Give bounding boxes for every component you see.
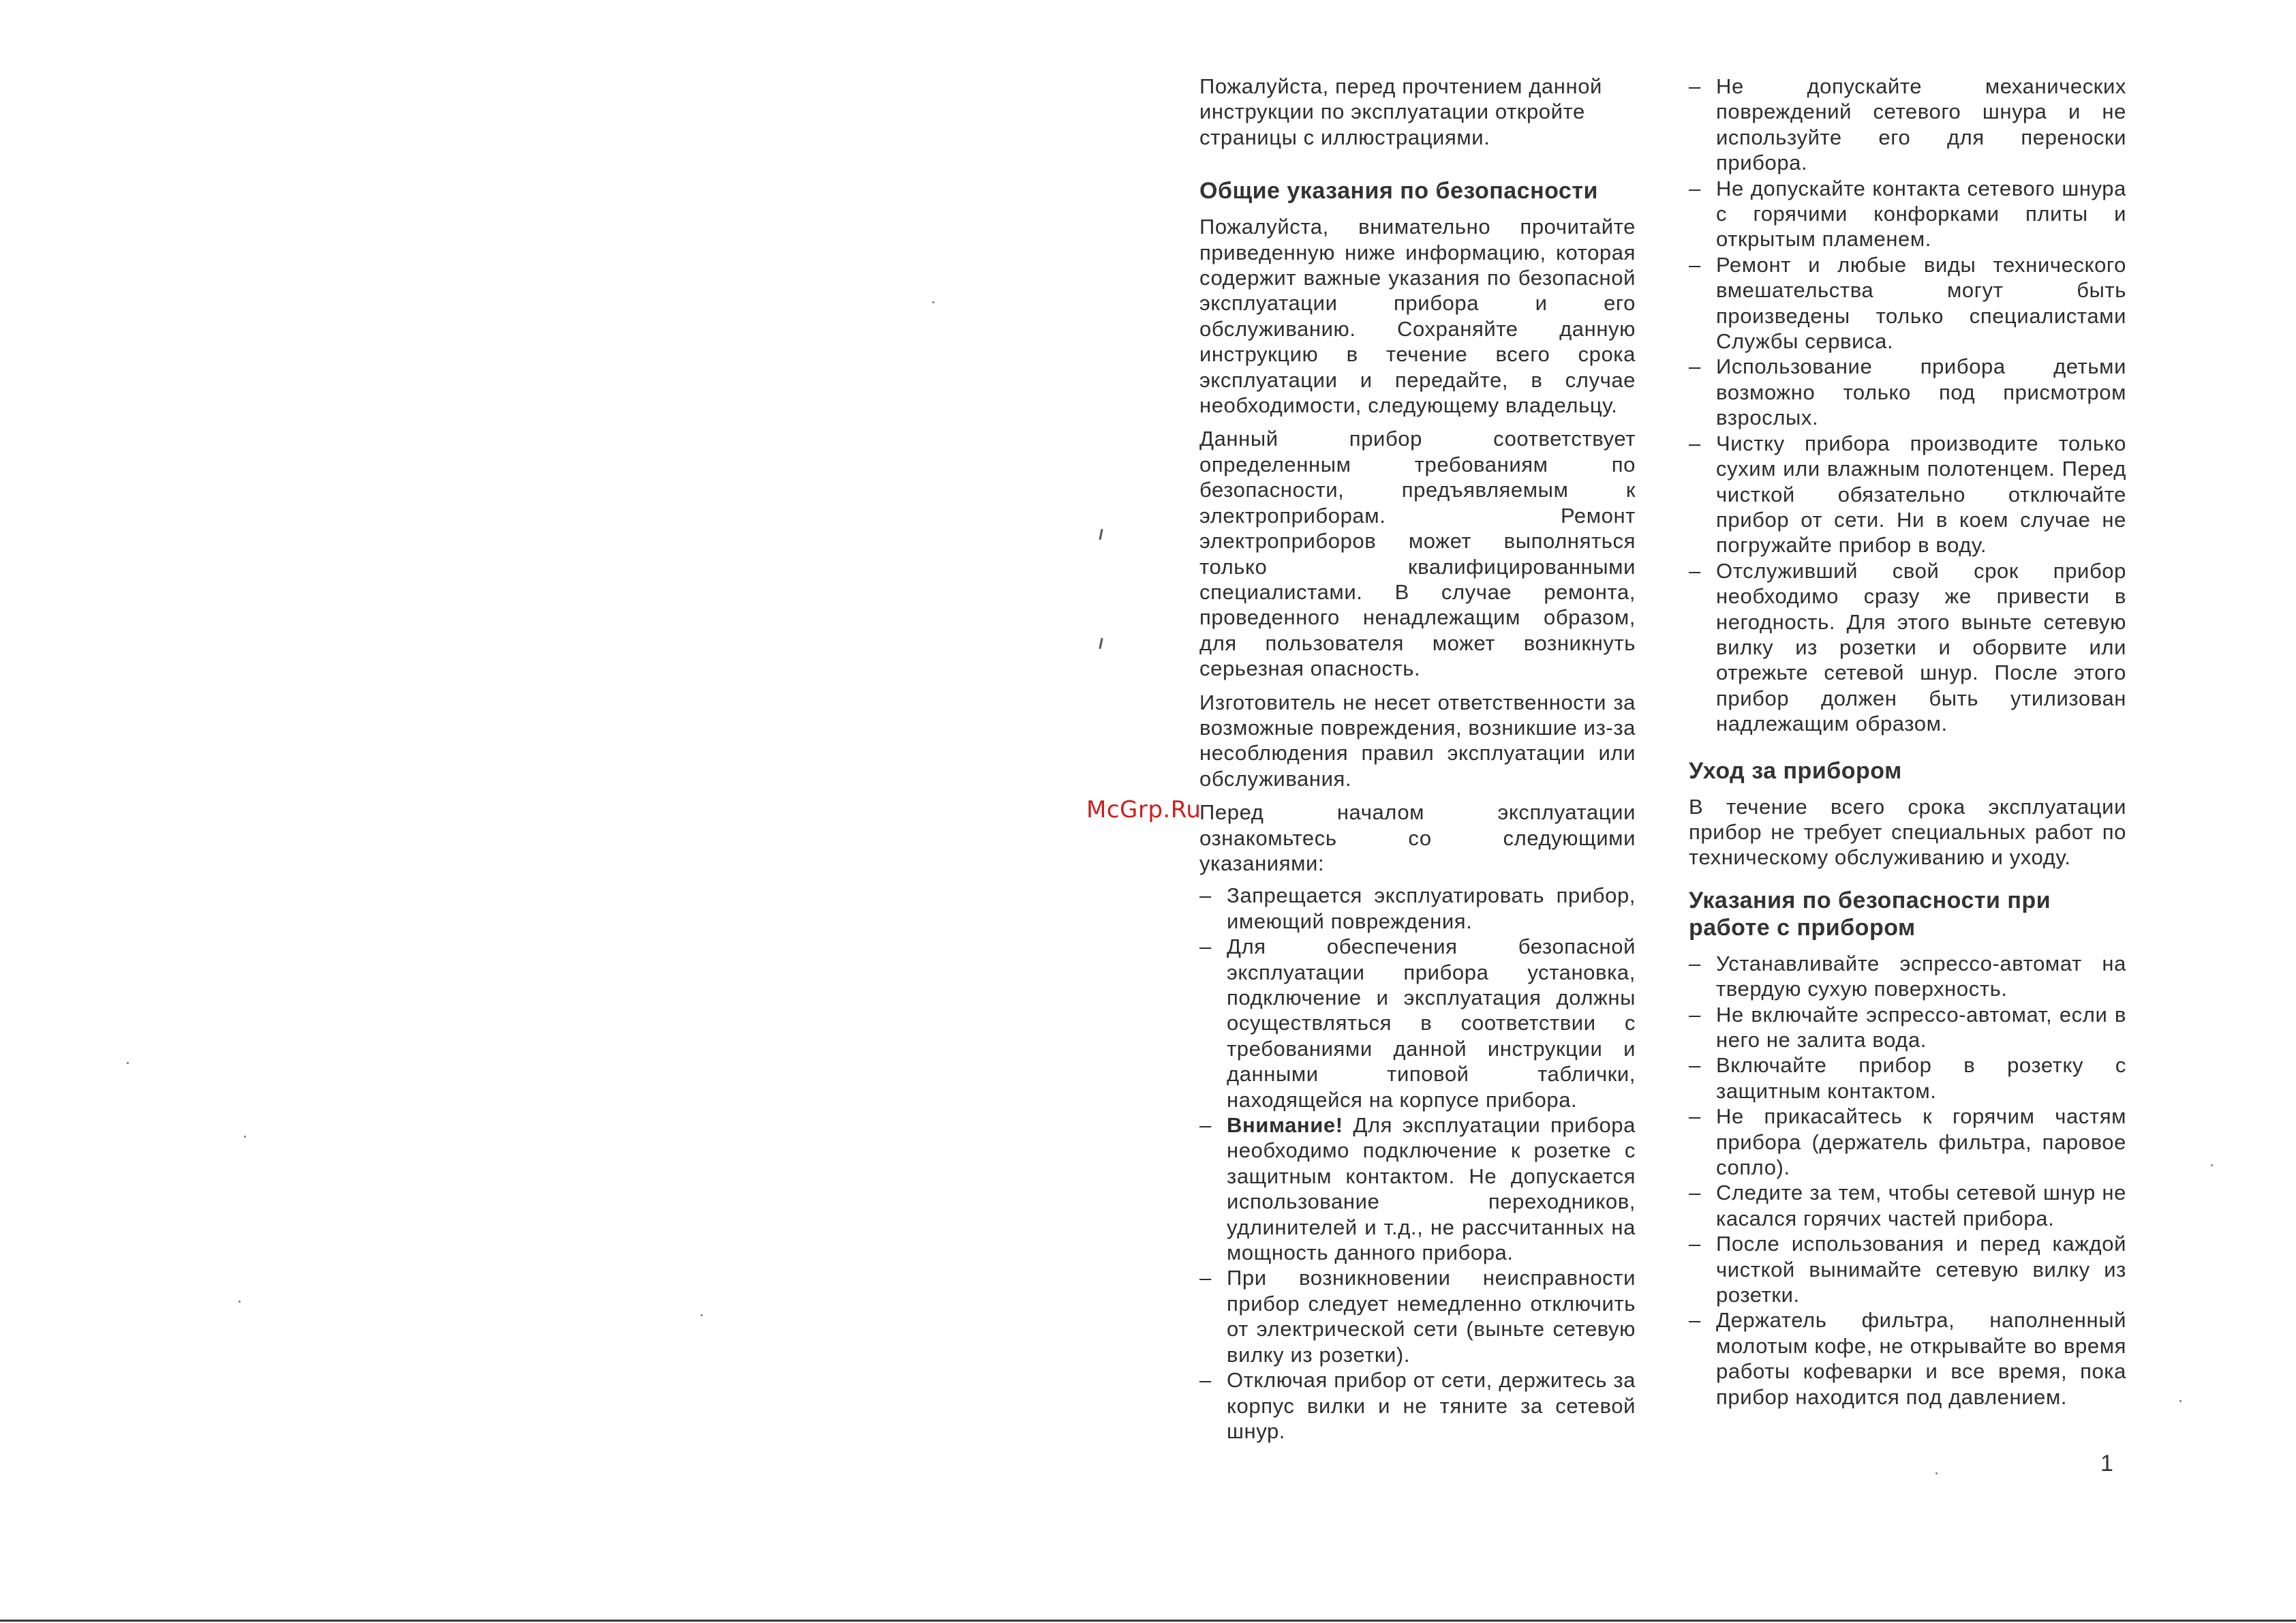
list-item: – Для обеспечения безопасной эксплуатации прибора установка, подключение и эксплуатация должны осуществляться в соответствии с требованиями данной инструкции и данными типовой таблички, находящейся на корпусе прибора. xyxy=(1199,934,1636,1112)
watermark: McGrp.Ru xyxy=(1086,796,1201,823)
paragraph: Перед началом эксплуатации ознакомьтесь со следующими указаниями: xyxy=(1199,800,1636,875)
paragraph: Данный прибор соответствует определенным требованиям по безопасности, предъявляемым к электроприборам. Ремонт электроприборов может выполняться только квалифицированными специалистами. В случае ремонта, проведенного ненадлежащим образом, для пользователя может возникнуть серьезная опасность. xyxy=(1199,427,1636,681)
left-column xyxy=(1199,74,1636,1444)
operating-safety-heading: Указания по безопасности при работе с прибором xyxy=(1689,887,2051,941)
list-item: – Отслуживший свой срок прибор необходимо сразу же привести в негодность. Для этого выньте сетевую вилку из розетки и оборвите или отрежьте сетевой шнур. После этого прибор должен быть утилизован надлежащим образом. xyxy=(1689,558,2126,737)
list-item: – Запрещается эксплуатировать прибор, имеющий повреждения. xyxy=(1199,883,1636,934)
page-number: 1 xyxy=(2100,1451,2113,1476)
list-item: – Устанавливайте эспрессо-автомат на твердую сухую поверхность. xyxy=(1689,951,2126,1002)
paragraph: Изготовитель не несет ответственности за возможные повреждения, возникшие из-за несоблюдения правил эксплуатации или обслуживания. xyxy=(1199,690,1636,791)
attention-label: Внимание! xyxy=(1227,1113,1343,1138)
paragraph: Пожалуйста, внимательно прочитайте приведенную ниже информацию, которая содержит важные указания по безопасной эксплуатации прибора и его обслуживанию. Сохраняйте данную инструкцию в течение всего срока эксплуатации и передайте, в случае необходимости, следующему владельцу. xyxy=(1199,215,1636,418)
list-item: – Чистку прибора производите только сухим или влажным полотенцем. Перед чисткой обязательно отключайте прибор от сети. Ни в коем случае не погружайте прибор в воду. xyxy=(1689,431,2126,558)
care-heading: Уход за прибором xyxy=(1689,757,1902,784)
list-item: – Отключая прибор от сети, держитесь за корпус вилки и не тяните за сетевой шнур. xyxy=(1199,1367,1636,1444)
operating-safety-list xyxy=(1689,951,2126,1410)
care-text: В течение всего срока эксплуатации прибор не требует специальных работ по техническому обслуживанию и уходу. xyxy=(1689,794,2126,870)
scan-speck xyxy=(2211,1164,2213,1166)
list-item: – Следите за тем, чтобы сетевой шнур не касался горячих частей прибора. xyxy=(1689,1180,2126,1231)
list-item: – При возникновении неисправности прибор следует немедленно отключить от электрической сети (выньте сетевую вилку из розетки). xyxy=(1199,1265,1636,1367)
scan-mark xyxy=(1099,638,1103,649)
scan-speck xyxy=(239,1301,241,1303)
scan-speck xyxy=(244,1136,246,1138)
right-column xyxy=(1689,74,2126,1410)
bottom-edge xyxy=(0,1620,2296,1622)
list-item: – Не прикасайтесь к горячим частям прибора (держатель фильтра, паровое сопло). xyxy=(1689,1104,2126,1180)
scan-speck xyxy=(127,1062,129,1064)
scan-speck xyxy=(701,1314,703,1316)
list-item: – Включайте прибор в розетку с защитным контактом. xyxy=(1689,1052,2126,1104)
list-item: – Ремонт и любые виды технического вмешательства могут быть произведены только специалистами Службы сервиса. xyxy=(1689,252,2126,354)
attention-text: Для эксплуатации прибора необходимо подключение к розетке с защитным контактом. Не допускается использование переходников, удлинителей и т.д., не рассчитанных на мощность данного прибора. xyxy=(1227,1113,1636,1265)
scan-mark xyxy=(1099,529,1103,540)
intro-note: Пожалуйста, перед прочтением данной инструкции по эксплуатации откройте страницы с иллюстрациями. xyxy=(1199,74,1602,149)
scan-speck xyxy=(932,301,934,303)
safety-list-continued xyxy=(1689,74,2126,737)
list-item: – После использования и перед каждой чисткой вынимайте сетевую вилку из розетки. xyxy=(1689,1231,2126,1307)
list-item-attention xyxy=(1199,1112,1636,1265)
list-item: – Не допускайте контакта сетевого шнура с горячими конфорками плиты и открытым пламенем. xyxy=(1689,176,2126,252)
list-item: – Держатель фильтра, наполненный молотым кофе, не открывайте во время работы кофеварки и все время, пока прибор находится под давлением. xyxy=(1689,1307,2126,1410)
scan-speck xyxy=(2179,1400,2182,1402)
general-safety-heading: Общие указания по безопасности xyxy=(1199,178,1598,204)
list-item: – Не включайте эспрессо-автомат, если в него не залита вода. xyxy=(1689,1002,2126,1053)
safety-list xyxy=(1199,883,1636,1444)
list-item: – Не допускайте механических повреждений сетевого шнура и не используйте его для переноски прибора. xyxy=(1689,74,2126,176)
list-item: – Использование прибора детьми возможно только под присмотром взрослых. xyxy=(1689,354,2126,430)
scan-speck xyxy=(1935,1472,1938,1474)
